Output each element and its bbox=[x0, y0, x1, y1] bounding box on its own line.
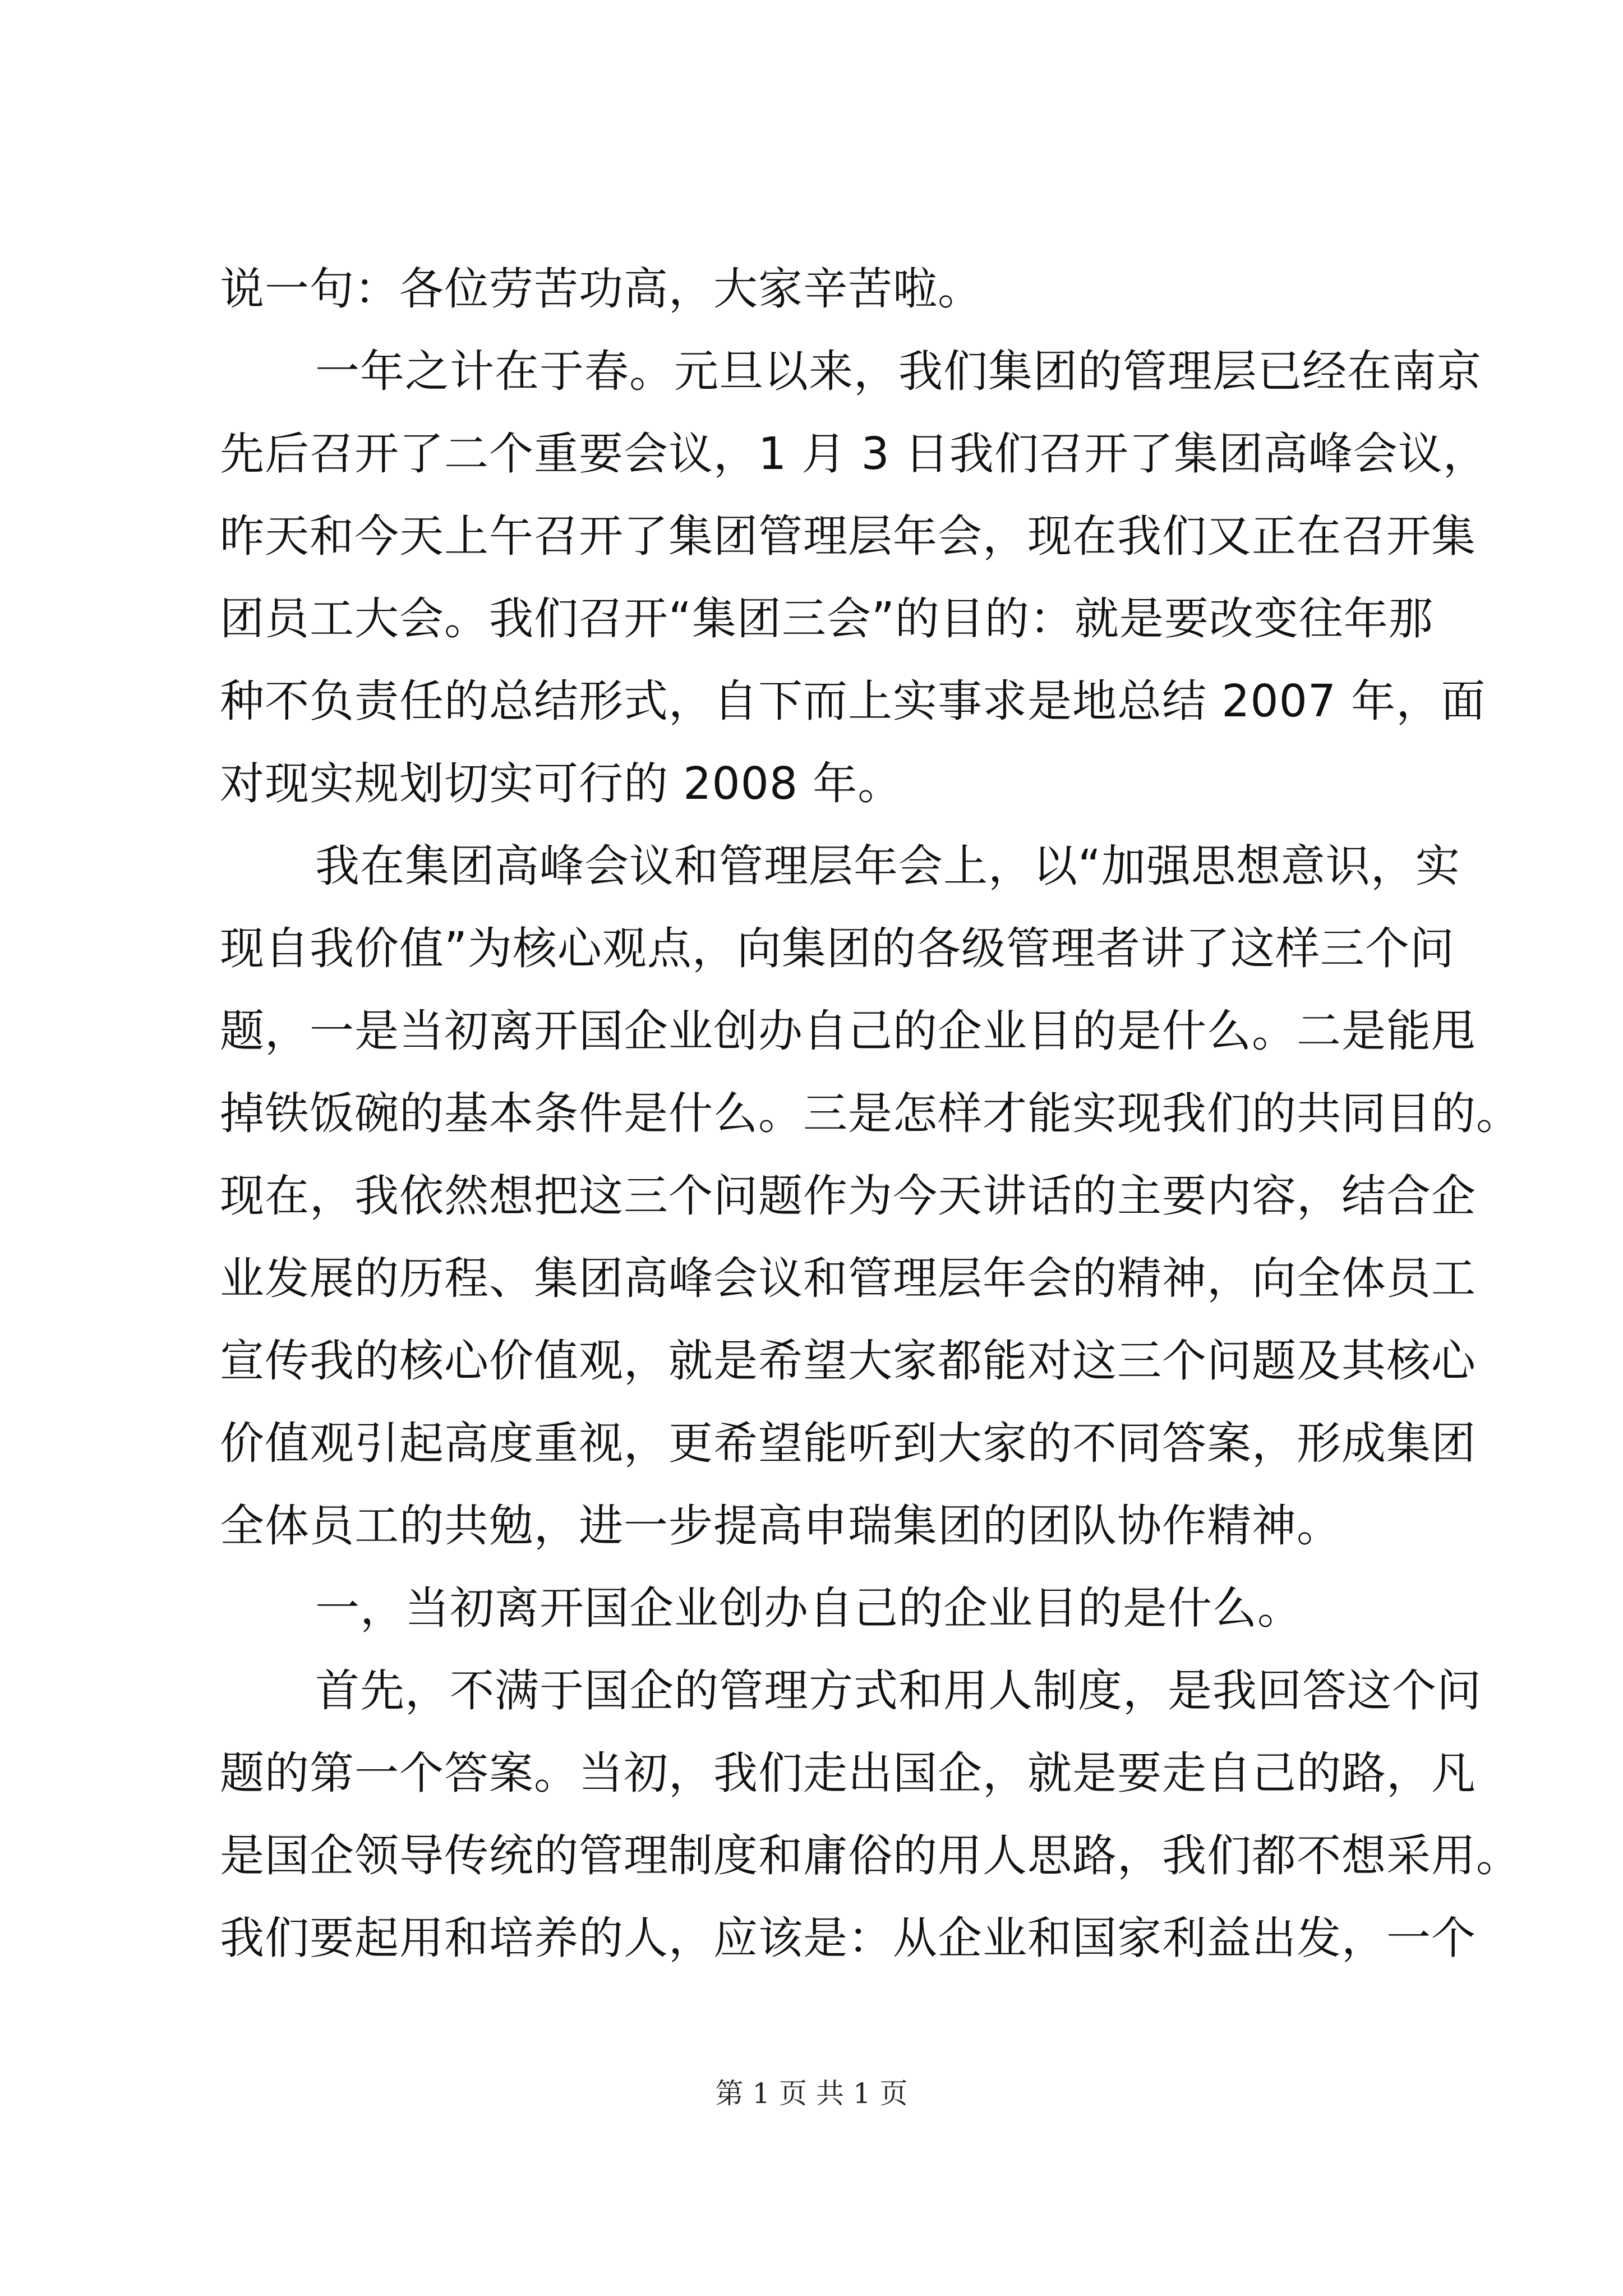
body-text bbox=[220, 248, 1521, 1980]
text-line: 说一句：各位劳苦功高，大家辛苦啦。 bbox=[220, 263, 983, 315]
paragraph-5 bbox=[220, 1650, 1521, 1980]
text-line: 我们要起用和培养的人，应该是：从企业和国家利益出发，一个 bbox=[220, 1912, 1476, 1964]
text-line: 先后召开了二个重要会议，1 月 3 日我们召开了集团高峰会议， bbox=[220, 428, 1488, 480]
text-line: 题，一是当初离开国企业创办自己的企业目的是什么。二是能甩 bbox=[220, 1005, 1476, 1057]
text-line: 我在集团高峰会议和管理层年会上，以“加强思想意识，实 bbox=[315, 840, 1460, 892]
paragraph-3 bbox=[220, 825, 1521, 1567]
text-line: 昨天和今天上午召开了集团管理层年会，现在我们又正在召开集 bbox=[220, 510, 1476, 562]
text-line: 题的第一个答案。当初，我们走出国企，就是要走自己的路，凡 bbox=[220, 1747, 1476, 1799]
text-line: 现在，我依然想把这三个问题作为今天讲话的主要内容，结合企 bbox=[220, 1170, 1476, 1222]
text-line: 是国企领导传统的管理制度和庸俗的用人思路，我们都不想采用。 bbox=[220, 1830, 1521, 1881]
page-number-label: 第 1 页 共 1 页 bbox=[715, 2077, 908, 2110]
paragraph-2 bbox=[220, 330, 1488, 825]
text-line: 一，当初离开国企业创办自己的企业目的是什么。 bbox=[315, 1582, 1302, 1634]
page-footer bbox=[0, 2071, 1623, 2111]
text-line: 全体员工的共勉，进一步提高申瑞集团的团队协作精神。 bbox=[220, 1500, 1341, 1552]
text-line: 业发展的历程、集团高峰会议和管理层年会的精神，向全体员工 bbox=[220, 1253, 1476, 1304]
text-line: 对现实规划切实可行的 2008 年。 bbox=[220, 758, 903, 809]
text-line: 现自我价值”为核心观点，向集团的各级管理者讲了这样三个问 bbox=[220, 923, 1455, 974]
section-heading bbox=[220, 1567, 1409, 1650]
text-line: 团员工大会。我们召开“集团三会”的目的：就是要改变往年那 bbox=[220, 593, 1433, 645]
text-line: 掉铁饭碗的基本条件是什么。三是怎样才能实现我们的共同目的。 bbox=[220, 1088, 1521, 1139]
text-line: 一年之计在于春。元旦以来，我们集团的管理层已经在南京 bbox=[315, 346, 1482, 397]
text-line: 种不负责任的总结形式，自下而上实事求是地总结 2007 年，面 bbox=[220, 675, 1486, 727]
text-line: 首先，不满于国企的管理方式和用人制度，是我回答这个问 bbox=[315, 1665, 1482, 1717]
paragraph-1 bbox=[220, 248, 1409, 330]
text-line: 宣传我的核心价值观，就是希望大家都能对这三个问题及其核心 bbox=[220, 1335, 1476, 1387]
text-line: 价值观引起高度重视，更希望能听到大家的不同答案，形成集团 bbox=[220, 1418, 1476, 1469]
